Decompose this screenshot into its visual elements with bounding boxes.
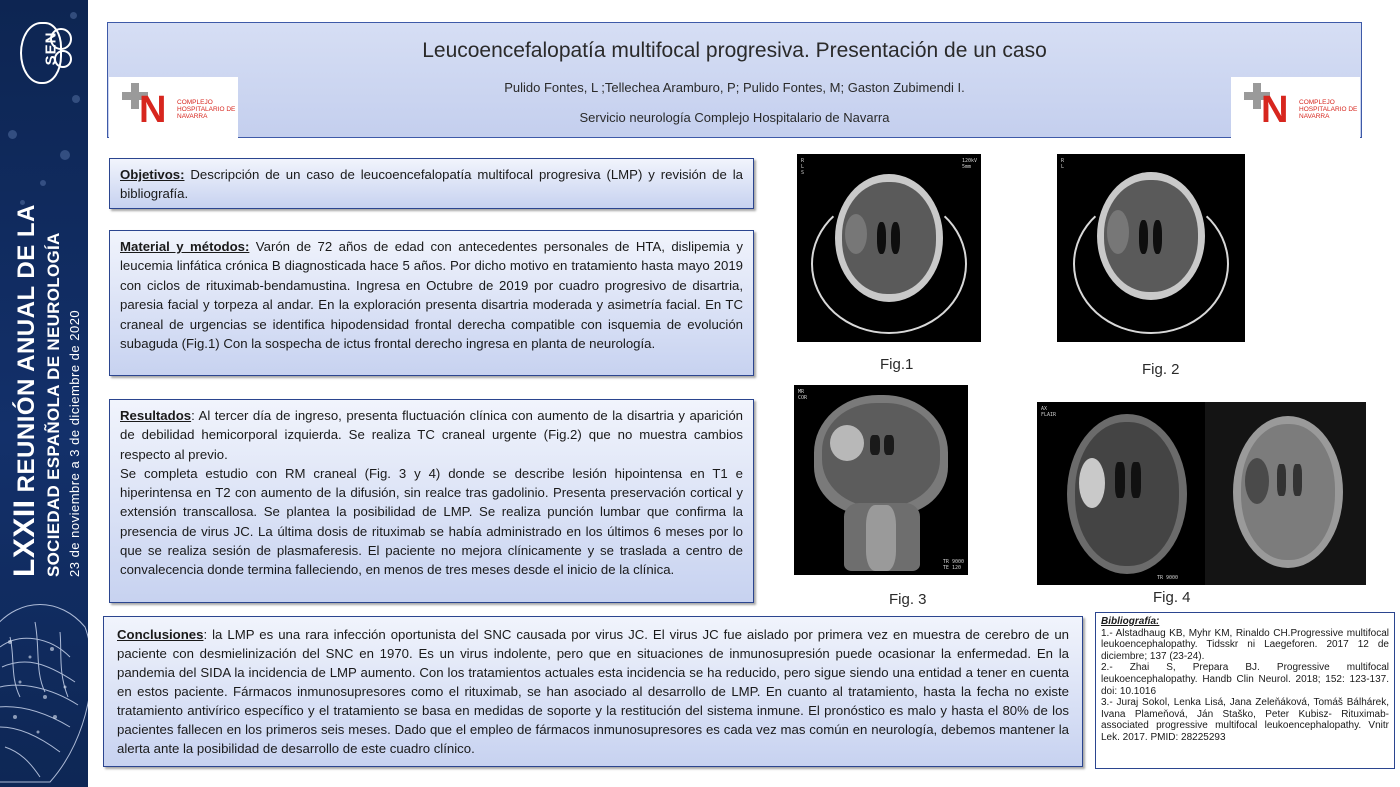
conclusiones-label: Conclusiones bbox=[117, 627, 204, 642]
logo-org-text: COMPLEJO HOSPITALARIO DE NAVARRA bbox=[1299, 99, 1358, 120]
material-text: Varón de 72 años de edad con antecedentes personales de HTA, dislipemia y leucemia linfática crónica B diagnosticada hace 5 años. Por dicho motivo en tratamiento hasta mayo 2019 con ciclos de rituximab-bendamustina. Ingresa en Octubre de 2019 por cuadro progresivo de disartria, paresia facial y torpeza al andar. En la exploración presenta disartria moderada y asimetría facial. En TC craneal de urgencias se identifica hipodensidad frontal derecha compatible con isquemia de evolución subaguda (Fig.1) Con la sospecha de ictus frontal derecho ingresa en planta de neurología. bbox=[120, 239, 743, 352]
fig4-mri-image: AX FLAIR TR 9000 bbox=[1037, 402, 1366, 585]
conclusiones-text: : la LMP es una rara infección oportunista del SNC causada por virus JC. El virus JC fue aislado por primera vez en muestra de cerebro de un paciente con desmielinización del SNC en 1970. Es un virus indolente, pero que en situaciones de inmunosupresión puede ocasionar la enfermedad. En la pandemia del SIDA la incidencia de LMP aumento. Con los tratamientos actuales esta incidencia se ha reducido, pero sigue siendo una entidad a tener en cuenta en estos paciente. Fármacos inmunosupresores como el rituximab, se han asociado al desarrollo de LMP. En cuanto al tratamiento, hasta la fecha no existe tratamiento antivírico específico y el tratamiento se basa en medidas de soporte y la restitución del sistema inmune. El pronóstico es malo y hasta el 80% de los pacientes fallecen en los primeros seis meses. Dado que el empleo de fármacos inmunosupresores es cada vez mas común en neurología, debemos mantener la alerta ante la posibilidad de desarrollo de este cuadro clínico. bbox=[117, 627, 1069, 756]
fig2-ct-image: R L bbox=[1057, 154, 1245, 342]
bibliografia-ref3: 3.- Juraj Sokol, Lenka Lisá, Jana Zeleňáková, Tomáš Bálhárek, Ivana Plameňová, Ján Staško, Peter Kubisz- Rituximab-associated progressive multifocal leukoencephalopathy. Vnitr Lek. 2017. PMID: 28225293 bbox=[1101, 697, 1389, 743]
resultados-label: Resultados bbox=[120, 408, 192, 423]
bibliografia-ref1: 1.- Alstadhaug KB, Myhr KM, Rinaldo CH.Progressive multifocal leukoencephalopathy. Tidsskr ni Laegeforen. 2017 12 de diciembre; 137 (23-24). bbox=[1101, 627, 1389, 662]
fig1-caption: Fig.1 bbox=[880, 356, 914, 373]
fig4-caption: Fig. 4 bbox=[1153, 589, 1191, 606]
congress-line1-text: REUNIÓN ANUAL DE LA bbox=[13, 204, 40, 493]
conclusiones-box bbox=[103, 616, 1083, 767]
fig1-ct-image: R L S 120kV 5mm bbox=[797, 154, 981, 342]
objetivos-label: Objetivos: bbox=[120, 167, 185, 182]
objetivos-text: Descripción de un caso de leucoencefalopatía multifocal progresiva (LMP) y revisión de la bibliografía. bbox=[120, 167, 743, 201]
fig3-caption: Fig. 3 bbox=[889, 591, 927, 608]
congress-dates: 23 de noviembre a 3 de diciembre de 2020 bbox=[67, 309, 82, 577]
congress-line2: SOCIEDAD ESPAÑOLA DE NEUROLOGÍA bbox=[44, 232, 63, 577]
bibliografia-box bbox=[1095, 612, 1395, 769]
sen-logo bbox=[10, 12, 80, 107]
bibliografia-ref2: 2.- Zhai S, Prepara BJ. Progressive multifocal leukoencephalopathy. Handb Clin Neurol. 2018; 152: 123-137. doi: 10.1016 bbox=[1101, 662, 1389, 697]
brain-illustration-icon bbox=[0, 587, 88, 787]
logo-letter: N bbox=[1261, 89, 1289, 131]
poster-header bbox=[107, 22, 1362, 138]
objetivos-box bbox=[109, 158, 754, 209]
material-metodos-box bbox=[109, 230, 754, 376]
bibliografia-heading: Bibliografía: bbox=[1101, 616, 1160, 627]
logo-letter: N bbox=[139, 89, 167, 131]
material-label: Material y métodos: bbox=[120, 239, 250, 254]
congress-title-vertical bbox=[8, 197, 84, 577]
congress-sidebar bbox=[0, 0, 88, 787]
sen-abbr: SEN bbox=[42, 31, 60, 66]
poster-service: Servicio neurología Complejo Hospitalario de Navarra bbox=[579, 110, 890, 125]
logo-org-text: COMPLEJO HOSPITALARIO DE NAVARRA bbox=[177, 99, 236, 120]
fig3-mri-image: MR COR TR 9000 TE 120 bbox=[794, 385, 968, 575]
poster-title: Leucoencefalopatía multifocal progresiva. Presentación de un caso bbox=[422, 39, 1047, 62]
hospital-logo-right bbox=[1231, 77, 1360, 138]
fig2-caption: Fig. 2 bbox=[1142, 361, 1180, 378]
congress-roman: LXXII bbox=[8, 499, 41, 577]
hospital-logo-left bbox=[109, 77, 238, 138]
resultados-box bbox=[109, 399, 754, 603]
resultados-text-p1: : Al tercer día de ingreso, presenta fluctuación clínica con aumento de la disartria y aparición de debilidad hemicorporal izquierda. Se realiza TC craneal urgente (Fig.2) que no muestra cambios respecto al previo. bbox=[120, 408, 743, 462]
resultados-text-p2: Se completa estudio con RM craneal (Fig. 3 y 4) donde se describe lesión hipointensa en T1 e hiperintensa en T2 con aumento de la difusión, sin realce tras gadolinio. Presenta preservación cortical y extensión transcallosa. Se plantea la posibilidad de LMP. Se realiza punción lumbar que confirma la presencia de virus JC. La última dosis de rituximab se había administrado en los últimos 6 meses por lo que se realiza sesión de plasmaferesis. El paciente no mejora clínicamente y se traslada a centro de convalecencia donde termina falleciendo, en menos de tres meses desde el inicio de la clínica. bbox=[120, 465, 743, 578]
congress-line1 bbox=[8, 204, 42, 577]
poster-authors: Pulido Fontes, L ;Tellechea Aramburo, P; Pulido Fontes, M; Gaston Zubimendi I. bbox=[504, 80, 965, 95]
